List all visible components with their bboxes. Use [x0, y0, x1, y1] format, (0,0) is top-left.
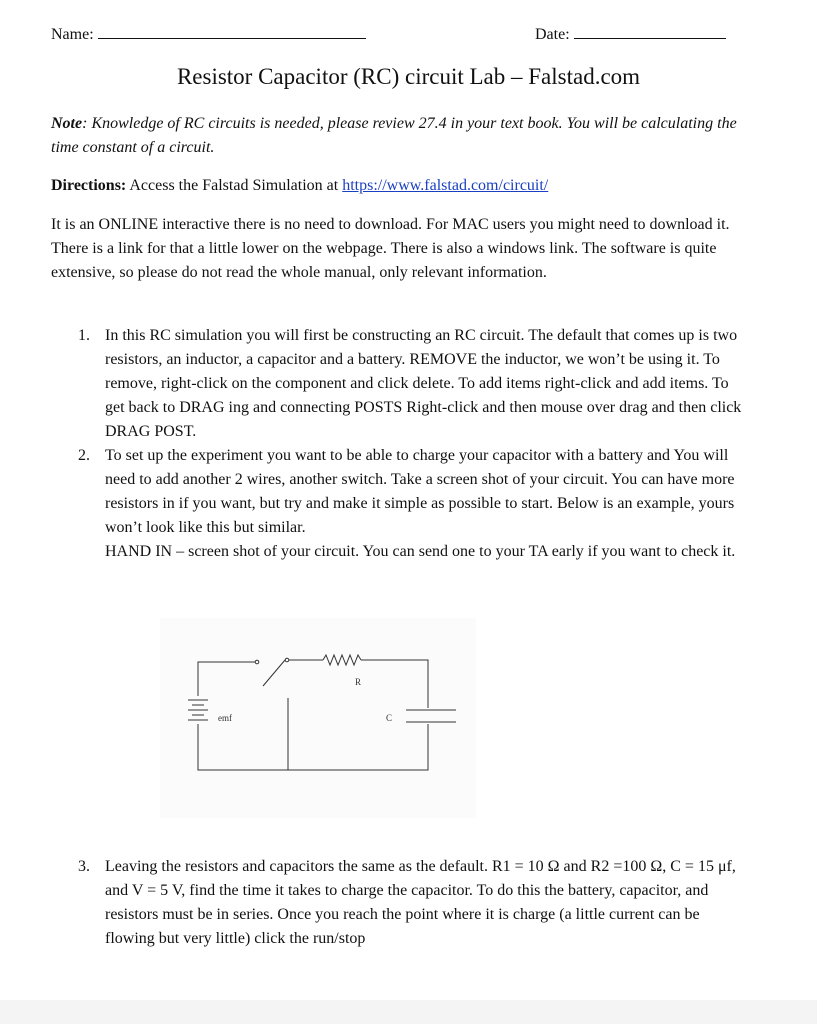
page-title: Resistor Capacitor (RC) circuit Lab – Falstad.com	[176, 64, 641, 89]
directions-label: Directions:	[51, 177, 127, 194]
page-bottom-edge	[0, 1000, 817, 1024]
step-number: 2.	[78, 447, 90, 464]
hand-in-text: HAND IN – screen shot of your circuit. You can send one to your TA early if you want to check it.	[105, 543, 736, 560]
resistor-zigzag	[323, 655, 361, 665]
step-number: 3.	[78, 858, 90, 875]
wire-top-right	[361, 660, 428, 708]
note-label: Note	[51, 115, 83, 132]
note-paragraph	[51, 112, 751, 160]
date-field-group	[535, 24, 726, 44]
step-3	[51, 855, 751, 951]
step-text: To set up the experiment you want to be able to charge your capacitor with a battery and You will need to add another 2 wires, another switch. Take a screen shot of your circuit. You can have more resistors in if you want, but try and make it simple as possible to start. Below is an example, yours won’t look like this but similar.	[105, 447, 735, 536]
resistor-label: R	[355, 677, 362, 687]
switch-blade	[263, 660, 285, 686]
switch-contact-left	[255, 660, 259, 664]
name-field-group	[51, 24, 366, 44]
step-2	[51, 444, 751, 564]
step-text: Leaving the resistors and capacitors the same as the default. R1 = 10 Ω and R2 =100 Ω, C = 15 μf, and V = 5 V, find the time it takes to charge the capacitor. To do this the battery, capacitor, and resistors must be in series. Once you reach the point where it is charge (a little current can be flowing but very little) click the run/stop	[105, 858, 736, 947]
name-label: Name:	[51, 26, 94, 43]
step-number: 1.	[78, 327, 90, 344]
capacitor-label: C	[386, 713, 393, 723]
switch-contact-right	[285, 658, 289, 662]
steps-list	[51, 324, 751, 564]
steps-list-continued	[51, 855, 751, 951]
wire-top-left	[198, 662, 255, 696]
rc-circuit-figure	[160, 618, 476, 818]
name-blank-line	[98, 24, 366, 39]
step-1	[51, 324, 751, 444]
directions-text: Access the Falstad Simulation at	[126, 177, 343, 194]
wire-bottom	[198, 724, 428, 770]
falstad-link[interactable]: https://www.falstad.com/circuit/	[342, 177, 549, 194]
rc-circuit-diagram	[160, 618, 476, 818]
name-date-row	[51, 24, 731, 48]
online-paragraph: It is an ONLINE interactive there is no need to download. For MAC users you might need to download it. There is a link for that a little lower on the webpage. There is also a windows link. The software is quite extensive, so please do not read the whole manual, only relevant information.	[51, 216, 730, 281]
date-label: Date:	[535, 26, 570, 43]
emf-label: emf	[218, 713, 232, 723]
date-blank-line	[574, 24, 726, 39]
note-text: : Knowledge of RC circuits is needed, please review 27.4 in your text book. You will be calculating the time constant of a circuit.	[51, 115, 737, 156]
step-text: In this RC simulation you will first be constructing an RC circuit. The default that comes up is two resistors, an inductor, a capacitor and a battery. REMOVE the inductor, we won’t be using it. To remove, right-click on the component and click delete. To add items right-click and add items. To get back to DRAG ing and connecting POSTS Right-click and then mouse over drag and then click DRAG POST.	[105, 327, 742, 440]
directions-paragraph	[51, 174, 751, 198]
